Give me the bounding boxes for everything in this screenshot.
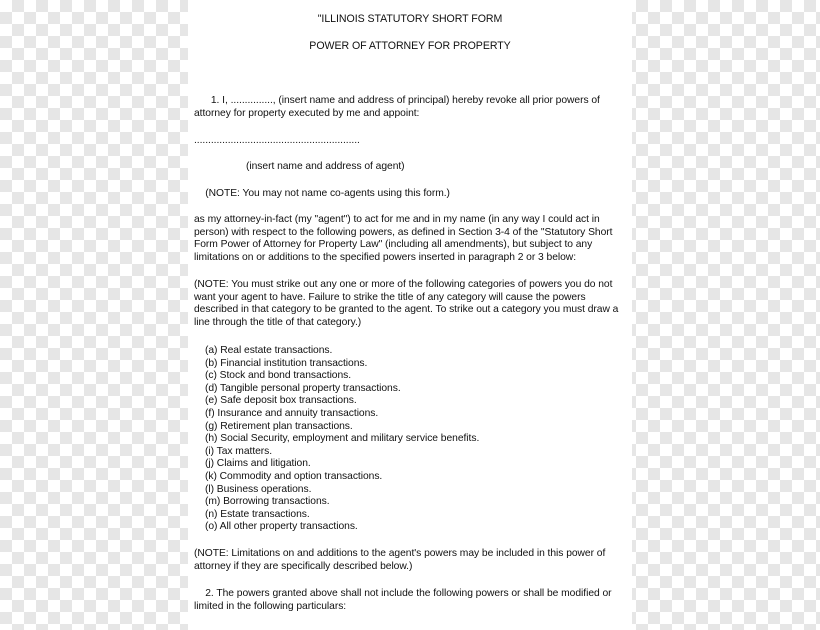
power-item: (k) Commodity and option transactions. (205, 470, 383, 482)
note-strike-categories: (NOTE: You must strike out any one or more of the following categories of powers you do not want your agent to have. Failure to strike the title of any category will cause the powers described in that category to be granted to the agent. To strike out a category you must draw a line through the title of that category.) (194, 279, 622, 328)
note-co-agents: (NOTE: You may not name co-agents using this form.) (194, 188, 450, 199)
power-item: (g) Retirement plan transactions. (205, 420, 353, 432)
power-item: (a) Real estate transactions. (205, 345, 333, 356)
power-item: (l) Business operations. (205, 483, 312, 495)
paragraph-agent-powers: as my attorney-in-fact (my "agent") to act for me and in my name (in any way I could act in person) with respect to the following powers, as defined in Section 3-4 of the "Statutory Short Form Power of Attorney for Property Law" (including all amendments), but subject to any limitations on or additions to the specified powers inserted in paragraph 2 or 3 below: (194, 214, 616, 263)
power-item: (c) Stock and bond transactions. (205, 370, 352, 382)
power-item: (b) Financial institution transactions. (205, 357, 368, 369)
paragraph-2: 2. The powers granted above shall not include the following powers or shall be modified or limited in the following particulars: (194, 588, 615, 612)
power-item: (m) Borrowing transactions. (205, 496, 330, 508)
document-subtitle: POWER OF ATTORNEY FOR PROPERTY (309, 40, 511, 52)
note-limitations: (NOTE: Limitations on and additions to the agent's powers may be included in this power of attorney if they are specifically described below.) (194, 548, 609, 572)
powers-list (205, 345, 479, 534)
document-title: "ILLINOIS STATUTORY SHORT FORM (317, 13, 503, 25)
power-item: (o) All other property transactions. (205, 521, 358, 533)
paragraph-1: 1. I, ..............., (insert name and address of principal) hereby revoke all prior powers of attorney for property executed by me and appoint: (194, 95, 603, 119)
power-item: (n) Estate transactions. (205, 508, 310, 520)
power-item: (f) Insurance and annuity transactions. (205, 407, 379, 419)
power-item: (i) Tax matters. (205, 445, 273, 457)
agent-placeholder: (insert name and address of agent) (246, 161, 405, 172)
power-item: (d) Tangible personal property transactions. (205, 382, 401, 394)
document-page (188, 0, 632, 630)
agent-dotted-line: ........................................................... (194, 135, 360, 146)
power-item: (h) Social Security, employment and military service benefits. (205, 433, 480, 445)
power-item: (e) Safe deposit box transactions. (205, 395, 357, 407)
power-item: (j) Claims and litigation. (205, 458, 311, 470)
